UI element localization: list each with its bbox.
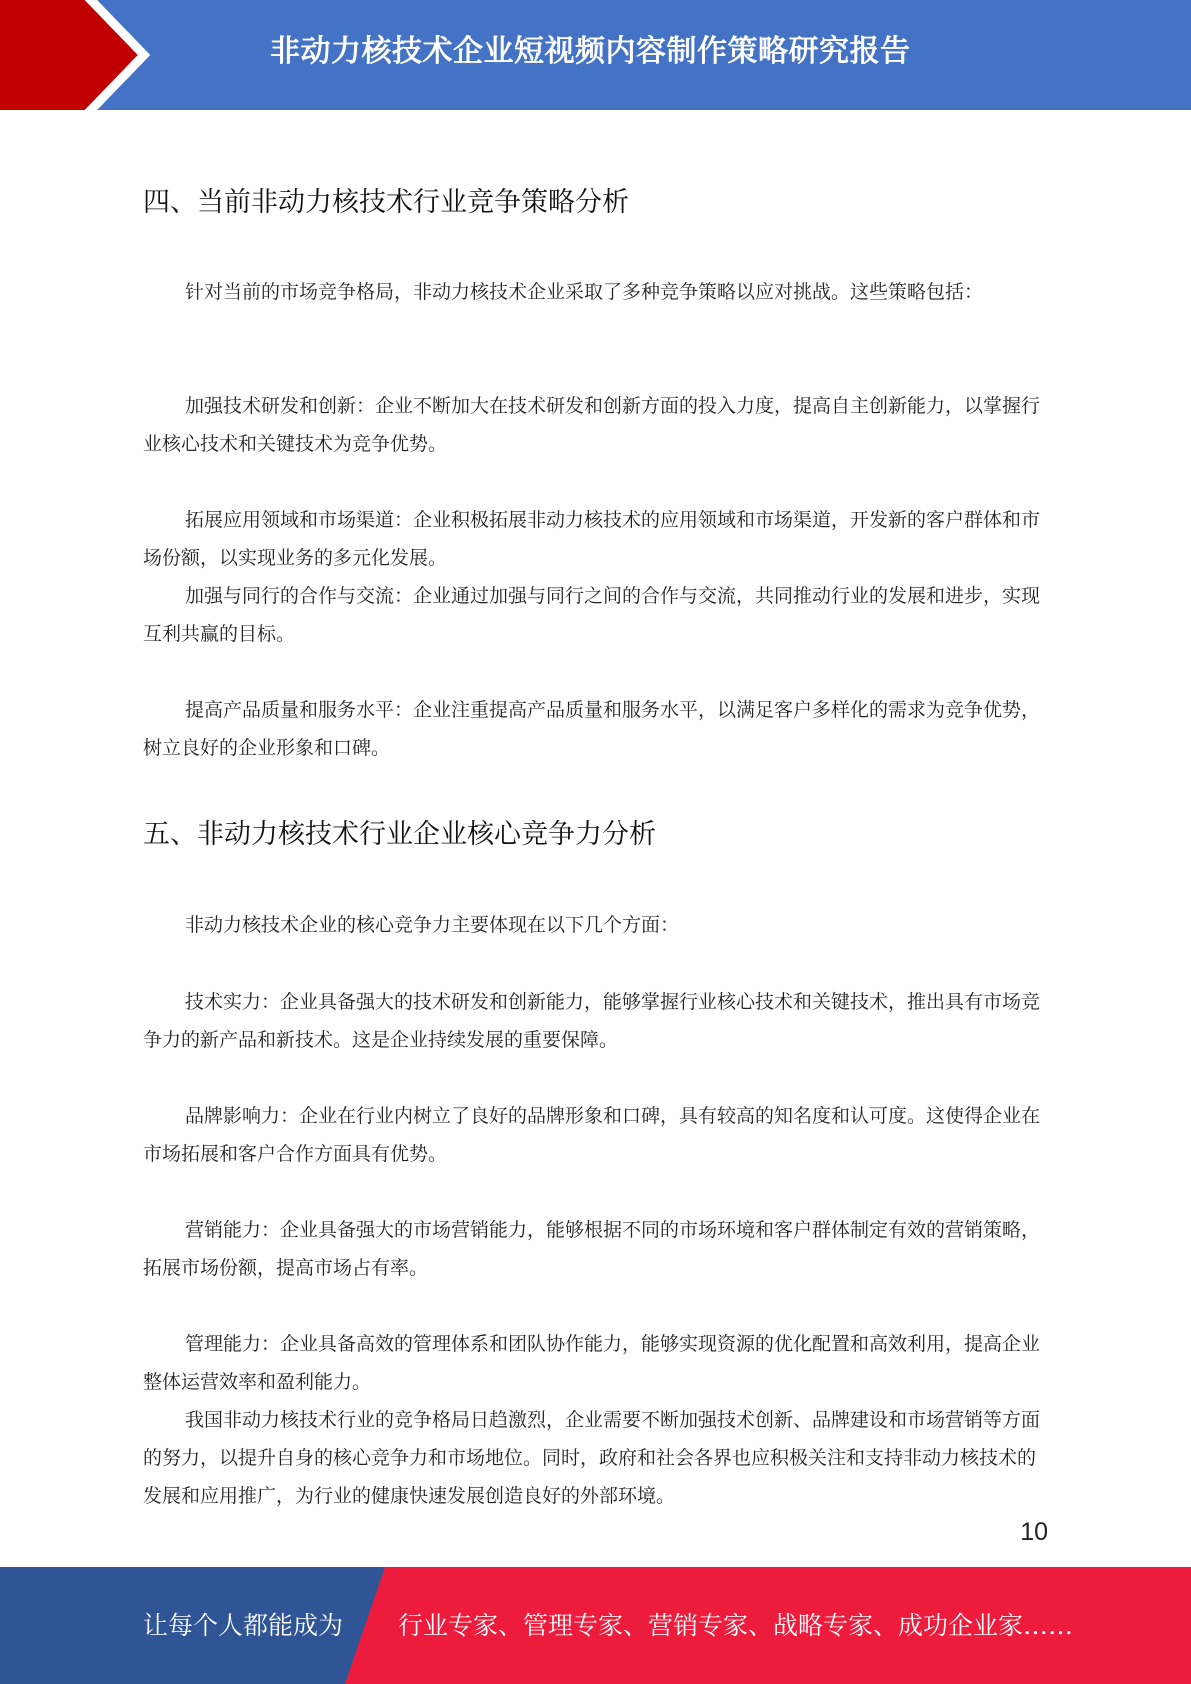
footer-slogan-left: 让每个人都能成为 <box>143 1611 344 1640</box>
section-4-paragraph: 加强与同行的合作与交流：企业通过加强与同行之间的合作与交流，共同推动行业的发展和进步，实现互利共赢的目标。 <box>143 585 1041 645</box>
section-5-paragraph: 我国非动力核技术行业的竞争格局日趋激烈，企业需要不断加强技术创新、品牌建设和市场营销等方面的努力，以提升自身的核心竞争力和市场地位。同时，政府和社会各界也应积极关注和支持非动力核技术的发展和应用推广，为行业的健康快速发展创造良好的外部环境。 <box>143 1409 1041 1507</box>
section-5-paragraph: 品牌影响力：企业在行业内树立了良好的品牌形象和口碑，具有较高的知名度和认可度。这使得企业在市场拓展和客户合作方面具有优势。 <box>143 1105 1041 1165</box>
section-4-heading: 四、当前非动力核技术行业竞争策略分析 <box>143 187 629 218</box>
section-5-paragraph: 非动力核技术企业的核心竞争力主要体现在以下几个方面： <box>185 914 680 936</box>
section-5-paragraph: 技术实力：企业具备强大的技术研发和创新能力，能够掌握行业核心技术和关键技术，推出具有市场竞争力的新产品和新技术。这是企业持续发展的重要保障。 <box>143 991 1041 1051</box>
section-4-paragraph: 提高产品质量和服务水平：企业注重提高产品质量和服务水平，以满足客户多样化的需求为竞争优势，树立良好的企业形象和口碑。 <box>143 699 1041 759</box>
chevron-arrow-icon <box>0 0 160 110</box>
section-4-paragraph: 拓展应用领域和市场渠道：企业积极拓展非动力核技术的应用领域和市场渠道，开发新的客户群体和市场份额，以实现业务的多元化发展。 <box>143 509 1041 569</box>
section-4-paragraph: 针对当前的市场竞争格局，非动力核技术企业采取了多种竞争策略以应对挑战。这些策略包括： <box>185 281 984 303</box>
report-title: 非动力核技术企业短视频内容制作策略研究报告 <box>270 34 911 69</box>
footer-slogan-right: 行业专家、管理专家、营销专家、战略专家、成功企业家…… <box>398 1611 1074 1640</box>
section-5-heading: 五、非动力核技术行业企业核心竞争力分析 <box>143 819 656 850</box>
page-number: 10 <box>1020 1518 1048 1546</box>
section-5-paragraph: 管理能力：企业具备高效的管理体系和团队协作能力，能够实现资源的优化配置和高效利用，提高企业整体运营效率和盈利能力。 <box>143 1333 1041 1393</box>
footer-banner <box>0 1567 1191 1684</box>
section-4-paragraph: 加强技术研发和创新：企业不断加大在技术研发和创新方面的投入力度，提高自主创新能力，以掌握行业核心技术和关键技术为竞争优势。 <box>143 395 1041 455</box>
section-5-paragraph: 营销能力：企业具备强大的市场营销能力，能够根据不同的市场环境和客户群体制定有效的营销策略，拓展市场份额，提高市场占有率。 <box>143 1219 1041 1279</box>
header-banner <box>0 0 1191 110</box>
